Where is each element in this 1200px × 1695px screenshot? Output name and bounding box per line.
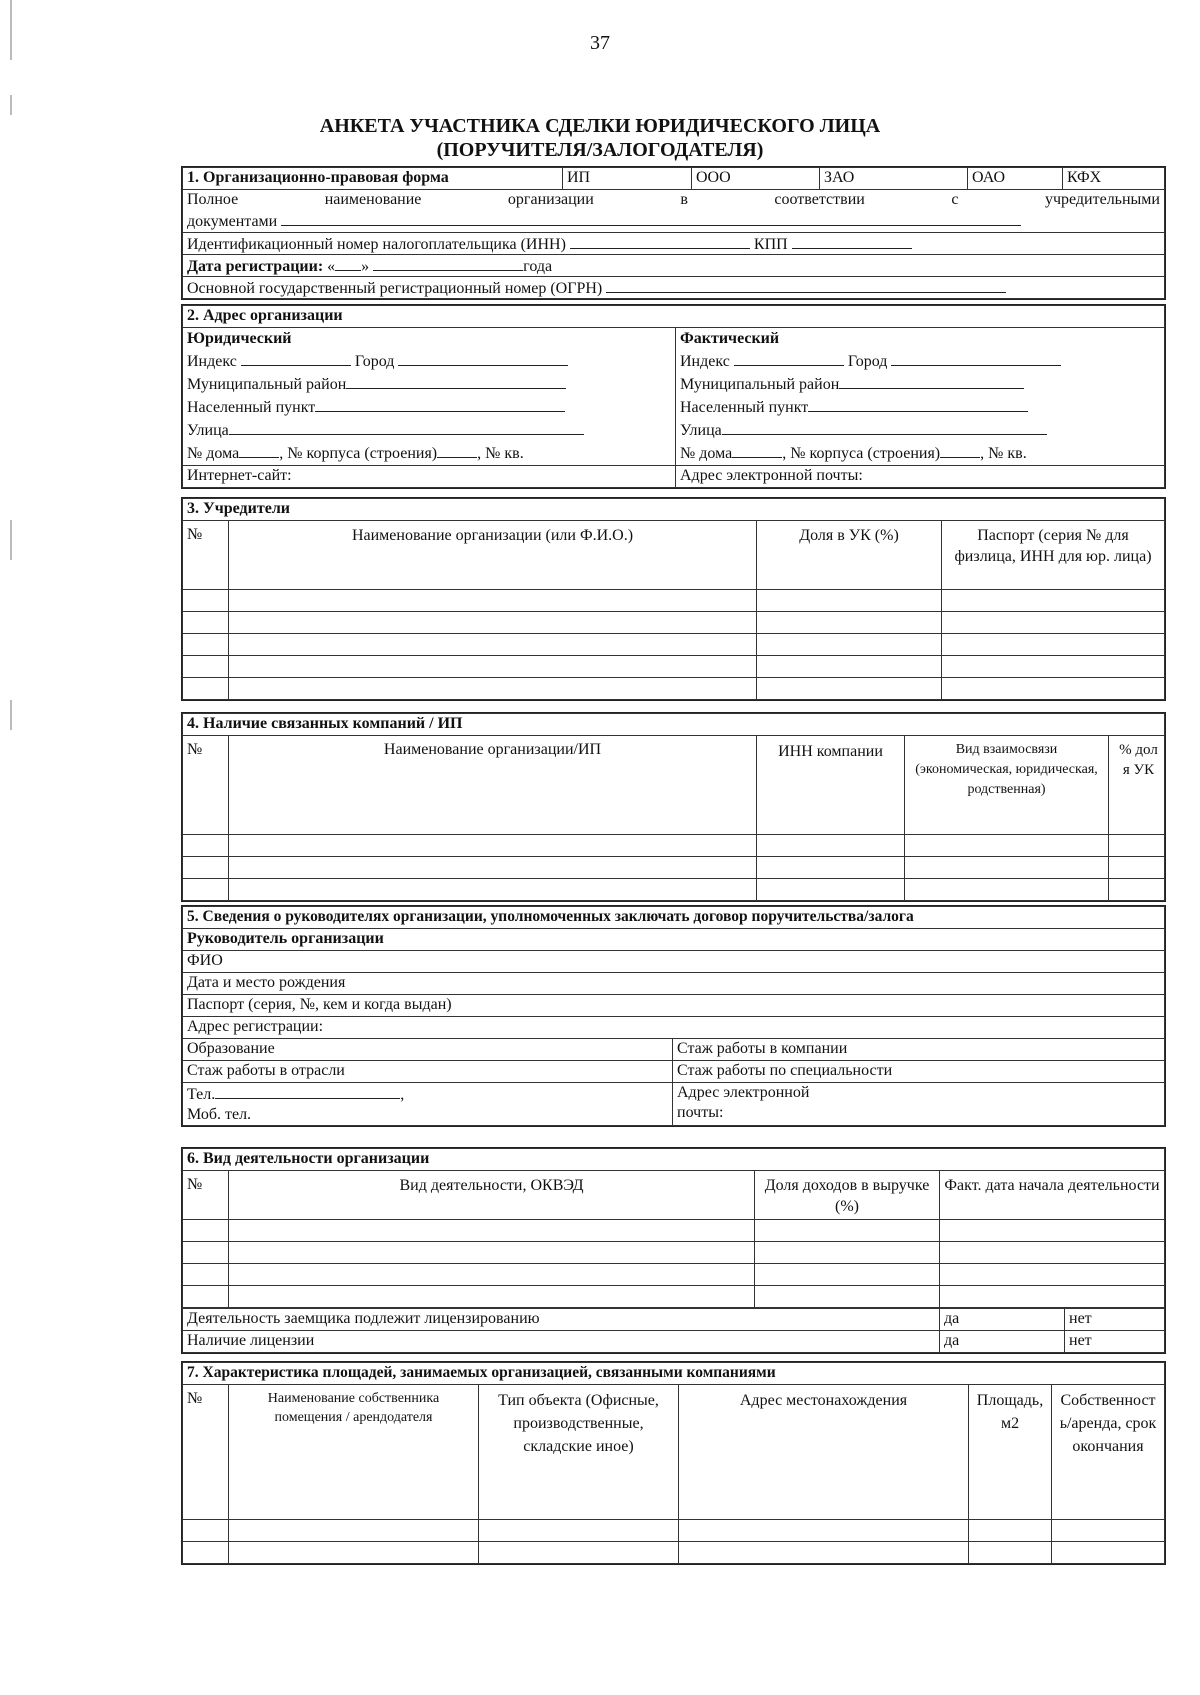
form-option-oao[interactable]: ОАО [968,168,1063,190]
legal-district-field[interactable] [346,373,566,389]
table-row [183,634,1165,656]
cell[interactable] [905,879,1109,901]
form-option-kfh[interactable]: КФХ [1063,168,1165,190]
city-label: Город [354,353,395,370]
cell[interactable] [229,1520,479,1542]
ogrn-field[interactable] [606,277,1006,293]
full-name-word: документами [187,213,278,230]
cell[interactable] [183,634,229,656]
cell[interactable] [755,1264,940,1286]
cell[interactable] [942,590,1165,612]
legal-house-field[interactable] [239,442,279,458]
form-option-zao[interactable]: ЗАО [820,168,968,190]
cell[interactable] [757,678,942,700]
actual-street-field[interactable] [722,419,1047,435]
table-row [183,1286,1165,1308]
full-name-word: Полное [187,191,239,208]
cell[interactable] [183,857,229,879]
cell[interactable] [940,1242,1165,1264]
cell[interactable] [183,1286,229,1308]
cell[interactable] [942,678,1165,700]
cell[interactable] [940,1264,1165,1286]
cell[interactable] [757,590,942,612]
table-row [183,879,1165,901]
cell[interactable] [942,634,1165,656]
cell[interactable] [229,656,757,678]
legal-address-title: Юридический [187,330,292,347]
full-name-word: наименование [324,191,422,208]
cell[interactable] [905,835,1109,857]
inn-label: Идентификационный номер налогоплательщика (ИНН) [187,236,566,253]
actual-address-title: Фактический [680,330,780,347]
cell[interactable] [183,1520,229,1542]
col-passport: Паспорт (серия № для физлица, ИНН для юр. лица) [942,521,1165,590]
col-inn: ИНН компании [757,736,905,835]
scan-edge-mark [10,700,12,730]
quote-open: « [327,258,336,275]
actual-house-field[interactable] [732,442,782,458]
cell[interactable] [183,1242,229,1264]
manager-subheading: Руководитель организации [183,929,1165,951]
form-option-ooo[interactable]: ООО [692,168,820,190]
col-share: % доля УК [1109,736,1165,835]
house-label: № дома [187,445,240,462]
building-label: , № корпуса (строения) [279,445,438,462]
cell[interactable] [229,678,757,700]
section-7-premises [181,1361,1166,1565]
section-2-address [181,304,1166,489]
reg-address-field[interactable]: Адрес регистрации: [183,1017,1165,1039]
cell[interactable] [229,1220,755,1242]
cell[interactable] [229,1542,479,1564]
section-7-heading: 7. Характеристика площадей, занимаемых организацией, связанными компаниями [183,1363,1165,1385]
col-no: № [183,1385,229,1520]
email-label-2[interactable]: почты: [677,1104,724,1121]
table-row [183,835,1165,857]
kpp-field[interactable] [792,233,912,249]
cell[interactable] [229,857,757,879]
section-4-heading: 4. Наличие связанных компаний / ИП [183,714,1165,736]
cell[interactable] [229,612,757,634]
col-founder-name: Наименование организации (или Ф.И.О.) [229,521,757,590]
exp-industry-field[interactable]: Стаж работы в отрасли [183,1061,673,1083]
table-row [183,590,1165,612]
reg-year-label: года [523,258,553,275]
cell[interactable] [183,612,229,634]
actual-address-block [676,328,1165,466]
section-6-activity [181,1147,1166,1354]
tel-field[interactable] [215,1083,400,1099]
table-row [183,1242,1165,1264]
legal-street-field[interactable] [229,419,584,435]
cell[interactable] [905,857,1109,879]
exp-specialty-field[interactable]: Стаж работы по специальности [673,1061,1165,1083]
legal-city-field[interactable] [398,350,568,366]
index-label: Индекс [680,353,730,370]
col-start-date: Факт. дата начала деятельности [940,1171,1165,1220]
locality-label: Населенный пункт [187,399,316,416]
cell[interactable] [757,835,905,857]
license-no[interactable]: нет [1065,1331,1165,1353]
licensing-label: Деятельность заемщика подлежит лицензированию [183,1309,940,1331]
table-row [183,656,1165,678]
form-option-ip[interactable]: ИП [563,168,692,190]
full-name-word: учредительными [1044,191,1160,208]
actual-building-field[interactable] [940,442,980,458]
cell[interactable] [1109,879,1165,901]
cell[interactable] [229,634,757,656]
col-ownership: Собственность/аренда, срок окончания [1052,1385,1165,1520]
cell[interactable] [229,879,757,901]
cell[interactable] [229,1286,755,1308]
full-name-field[interactable] [281,210,1021,226]
cell[interactable] [1052,1520,1165,1542]
full-name-word: в [680,191,688,208]
license-label: Наличие лицензии [183,1331,940,1353]
quote-close: » [361,258,370,275]
cell[interactable] [969,1542,1052,1564]
cell[interactable] [183,835,229,857]
cell[interactable] [755,1286,940,1308]
table-row [183,678,1165,700]
cell[interactable] [183,656,229,678]
table-row [183,1264,1165,1286]
cell[interactable] [479,1520,679,1542]
street-label: Улица [187,422,229,439]
full-name-word: соответствии [774,191,865,208]
building-label: , № корпуса (строения) [782,445,941,462]
legal-building-field[interactable] [437,442,477,458]
table-row [183,612,1165,634]
passport-field[interactable]: Паспорт (серия, №, кем и когда выдан) [183,995,1165,1017]
col-no: № [183,521,229,590]
ogrn-row [183,277,1165,299]
table-row [183,1520,1165,1542]
licensing-no[interactable]: нет [1065,1309,1165,1331]
cell[interactable] [229,1264,755,1286]
cell[interactable] [183,1264,229,1286]
page-number: 37 [590,32,610,54]
cell[interactable] [679,1520,969,1542]
education-field[interactable]: Образование [183,1039,673,1061]
section-1-heading: 1. Организационно-правовая форма [183,168,563,190]
actual-district-field[interactable] [839,373,1024,389]
scan-edge-mark [10,520,12,560]
section-3-founders [181,497,1166,701]
reg-date-row [183,255,1165,277]
form-title: АНКЕТА УЧАСТНИКА СДЕЛКИ ЮРИДИЧЕСКОГО ЛИЦА [319,115,881,137]
apt-label: , № кв. [980,445,1027,462]
cell[interactable] [757,656,942,678]
section-6-heading: 6. Вид деятельности организации [183,1149,1165,1171]
mob-label[interactable]: Моб. тел. [187,1106,252,1123]
col-revenue-share: Доля доходов в выручке (%) [755,1171,940,1220]
full-name-row [183,190,1165,233]
exp-company-field[interactable]: Стаж работы в компании [673,1039,1165,1061]
col-no: № [183,1171,229,1220]
cell[interactable] [479,1542,679,1564]
section-4-related-companies [181,712,1166,902]
district-label: Муниципальный район [187,376,347,393]
cell[interactable] [183,678,229,700]
col-owner: Наименование собственника помещения / арендодателя [229,1385,479,1520]
cell[interactable] [183,1220,229,1242]
section-1-legal-form [181,166,1166,300]
cell[interactable] [229,590,757,612]
cell[interactable] [757,857,905,879]
reg-day-field[interactable] [335,255,361,271]
cell[interactable] [1052,1542,1165,1564]
section-5-managers [181,905,1166,1127]
col-relation: Вид взаимосвязи (экономическая, юридическая, родственная) [905,736,1109,835]
email-label-1: Адрес электронной [677,1084,810,1101]
locality-label: Населенный пункт [680,399,809,416]
cell[interactable] [755,1242,940,1264]
actual-city-field[interactable] [891,350,1061,366]
city-label: Город [847,353,888,370]
district-label: Муниципальный район [680,376,840,393]
cell[interactable] [679,1542,969,1564]
col-company-name: Наименование организации/ИП [229,736,757,835]
fio-field[interactable]: ФИО [183,951,1165,973]
section-2-heading: 2. Адрес организации [183,306,1165,328]
inn-field[interactable] [570,233,750,249]
birth-field[interactable]: Дата и место рождения [183,973,1165,995]
cell[interactable] [183,879,229,901]
cell[interactable] [757,879,905,901]
license-yes[interactable]: да [940,1331,1065,1353]
reg-date-label: Дата регистрации: [187,258,324,275]
index-label: Индекс [187,353,237,370]
legal-locality-field[interactable] [315,396,565,412]
house-label: № дома [680,445,733,462]
inn-row [183,233,1165,255]
legal-index-field[interactable] [241,350,351,366]
tel-label: Тел. [187,1086,216,1103]
cell[interactable] [757,634,942,656]
table-row [183,1542,1165,1564]
scan-edge-mark [10,95,12,115]
street-label: Улица [680,422,722,439]
col-object-type: Тип объекта (Офисные, производственные, складские иное) [479,1385,679,1520]
cell[interactable] [942,656,1165,678]
ogrn-label: Основной государственный регистрационный номер (ОГРН) [187,280,603,297]
cell[interactable] [1109,835,1165,857]
legal-address-block [183,328,676,466]
section-5-heading: 5. Сведения о руководителях организации, уполномоченных заключать договор поручительства/залога [183,907,1165,929]
table-row [183,1220,1165,1242]
cell[interactable] [940,1220,1165,1242]
phone-block: Тел. , Моб. тел. [183,1083,673,1126]
cell[interactable] [969,1520,1052,1542]
cell[interactable] [183,1542,229,1564]
cell[interactable] [757,612,942,634]
email-field[interactable]: Адрес электронной почты: [676,466,1165,488]
cell[interactable] [1109,857,1165,879]
kpp-label: КПП [753,236,788,253]
cell[interactable] [183,590,229,612]
cell[interactable] [940,1286,1165,1308]
manager-email-block [673,1083,1165,1126]
cell[interactable] [942,612,1165,634]
website-field[interactable]: Интернет-сайт: [183,466,676,488]
apt-label: , № кв. [477,445,524,462]
col-no: № [183,736,229,835]
full-name-word: организации [507,191,594,208]
licensing-yes[interactable]: да [940,1309,1065,1331]
form-subtitle: (ПОРУЧИТЕЛЯ/ЗАЛОГОДАТЕЛЯ) [436,139,764,161]
col-share: Доля в УК (%) [757,521,942,590]
reg-month-year-field[interactable] [373,255,523,271]
cell[interactable] [755,1220,940,1242]
actual-index-field[interactable] [734,350,844,366]
col-activity: Вид деятельности, ОКВЭД [229,1171,755,1220]
cell[interactable] [229,1242,755,1264]
full-name-word: с [951,191,959,208]
actual-locality-field[interactable] [808,396,1028,412]
section-3-heading: 3. Учредители [183,499,1165,521]
cell[interactable] [229,835,757,857]
col-address: Адрес местонахождения [679,1385,969,1520]
table-row [183,857,1165,879]
col-area: Площадь, м2 [969,1385,1052,1520]
